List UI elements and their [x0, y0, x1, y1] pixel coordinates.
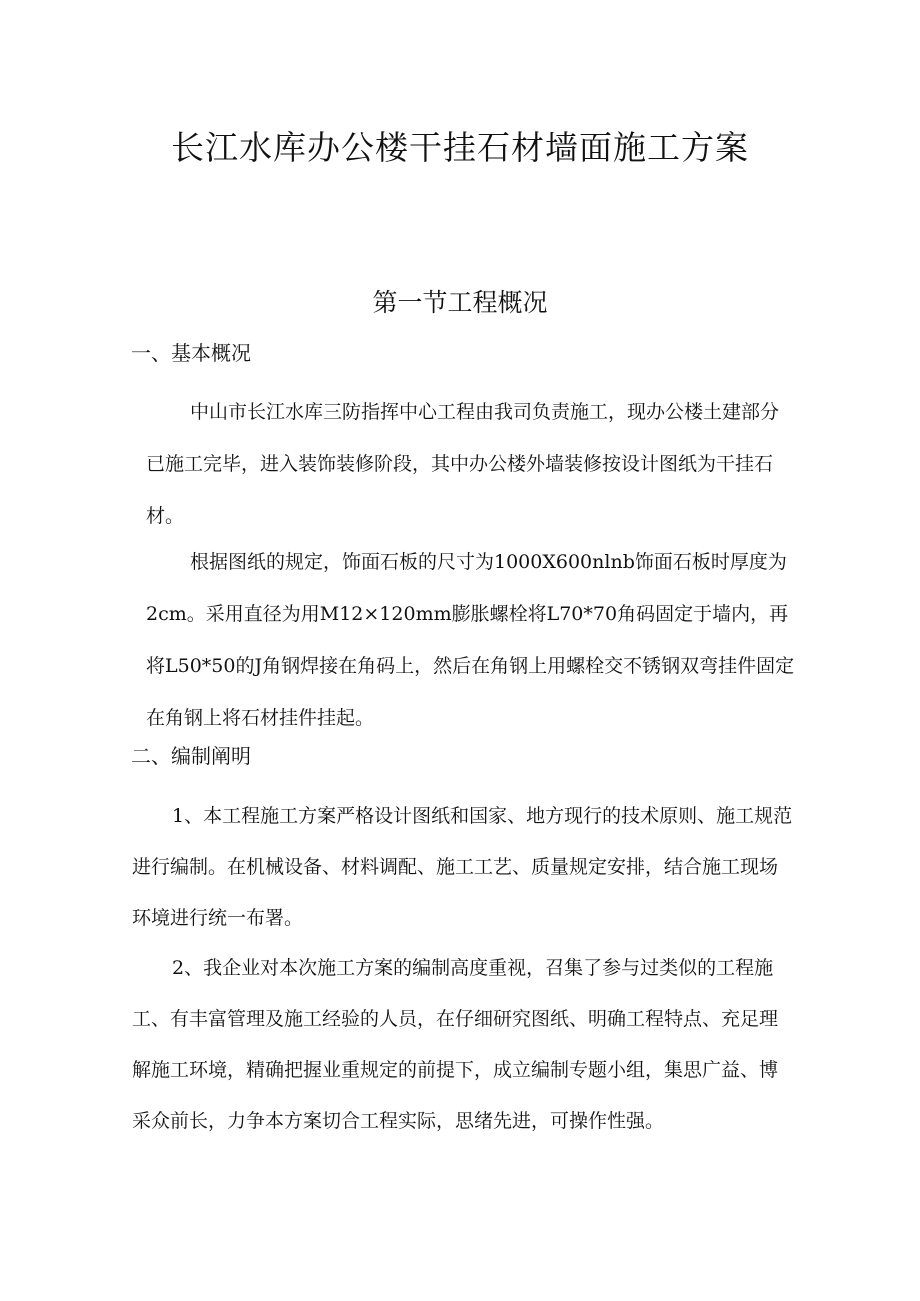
paragraph-project-intro: 中山市长江水库三防指挥中心工程由我司负责施工，现办公楼土建部分已施工完毕，进入装饰装修阶段，其中办公楼外墙装修按设计图纸为干挂石材。: [146, 401, 780, 527]
paragraph-note-2: 2、我企业对本次施工方案的编制高度重视，召集了参与过类似的工程施工、有丰富管理及施工经验的人员，在仔细研究图纸、明确工程特点、充足理解施工环境，精确把握业重规定的前提下，成立编制专题小组，集思广益、博采众前长，力争本方案切合工程实际，思绪先进，可操作性强。: [132, 957, 779, 1132]
heading-preparation-notes: 二、编制阐明: [131, 744, 251, 768]
document-title: 长江水库办公楼干挂石材墙面施工方案: [171, 128, 749, 167]
heading-basic-overview: 一、基本概况: [131, 341, 251, 365]
section-title: 第一节工程概况: [372, 288, 548, 317]
paragraph-stone-specs: 根据图纸的规定，饰面石板的尺寸为1000X600nlnb饰面石板时厚度为2cm。采用直径为用M12×120mm膨胀螺栓将L70*70角码固定于墙内，再将L50*50的J角钢焊接在角码上，然后在角钢上用螺栓交不锈钢双弯挂件固定在角钢上将石材挂件挂起。: [146, 551, 795, 729]
paragraph-note-1: 1、本工程施工方案严格设计图纸和国家、地方现行的技术原则、施工规范进行编制。在机械设备、材料调配、施工工艺、质量规定安排，结合施工现场环境进行统一布署。: [132, 805, 793, 929]
